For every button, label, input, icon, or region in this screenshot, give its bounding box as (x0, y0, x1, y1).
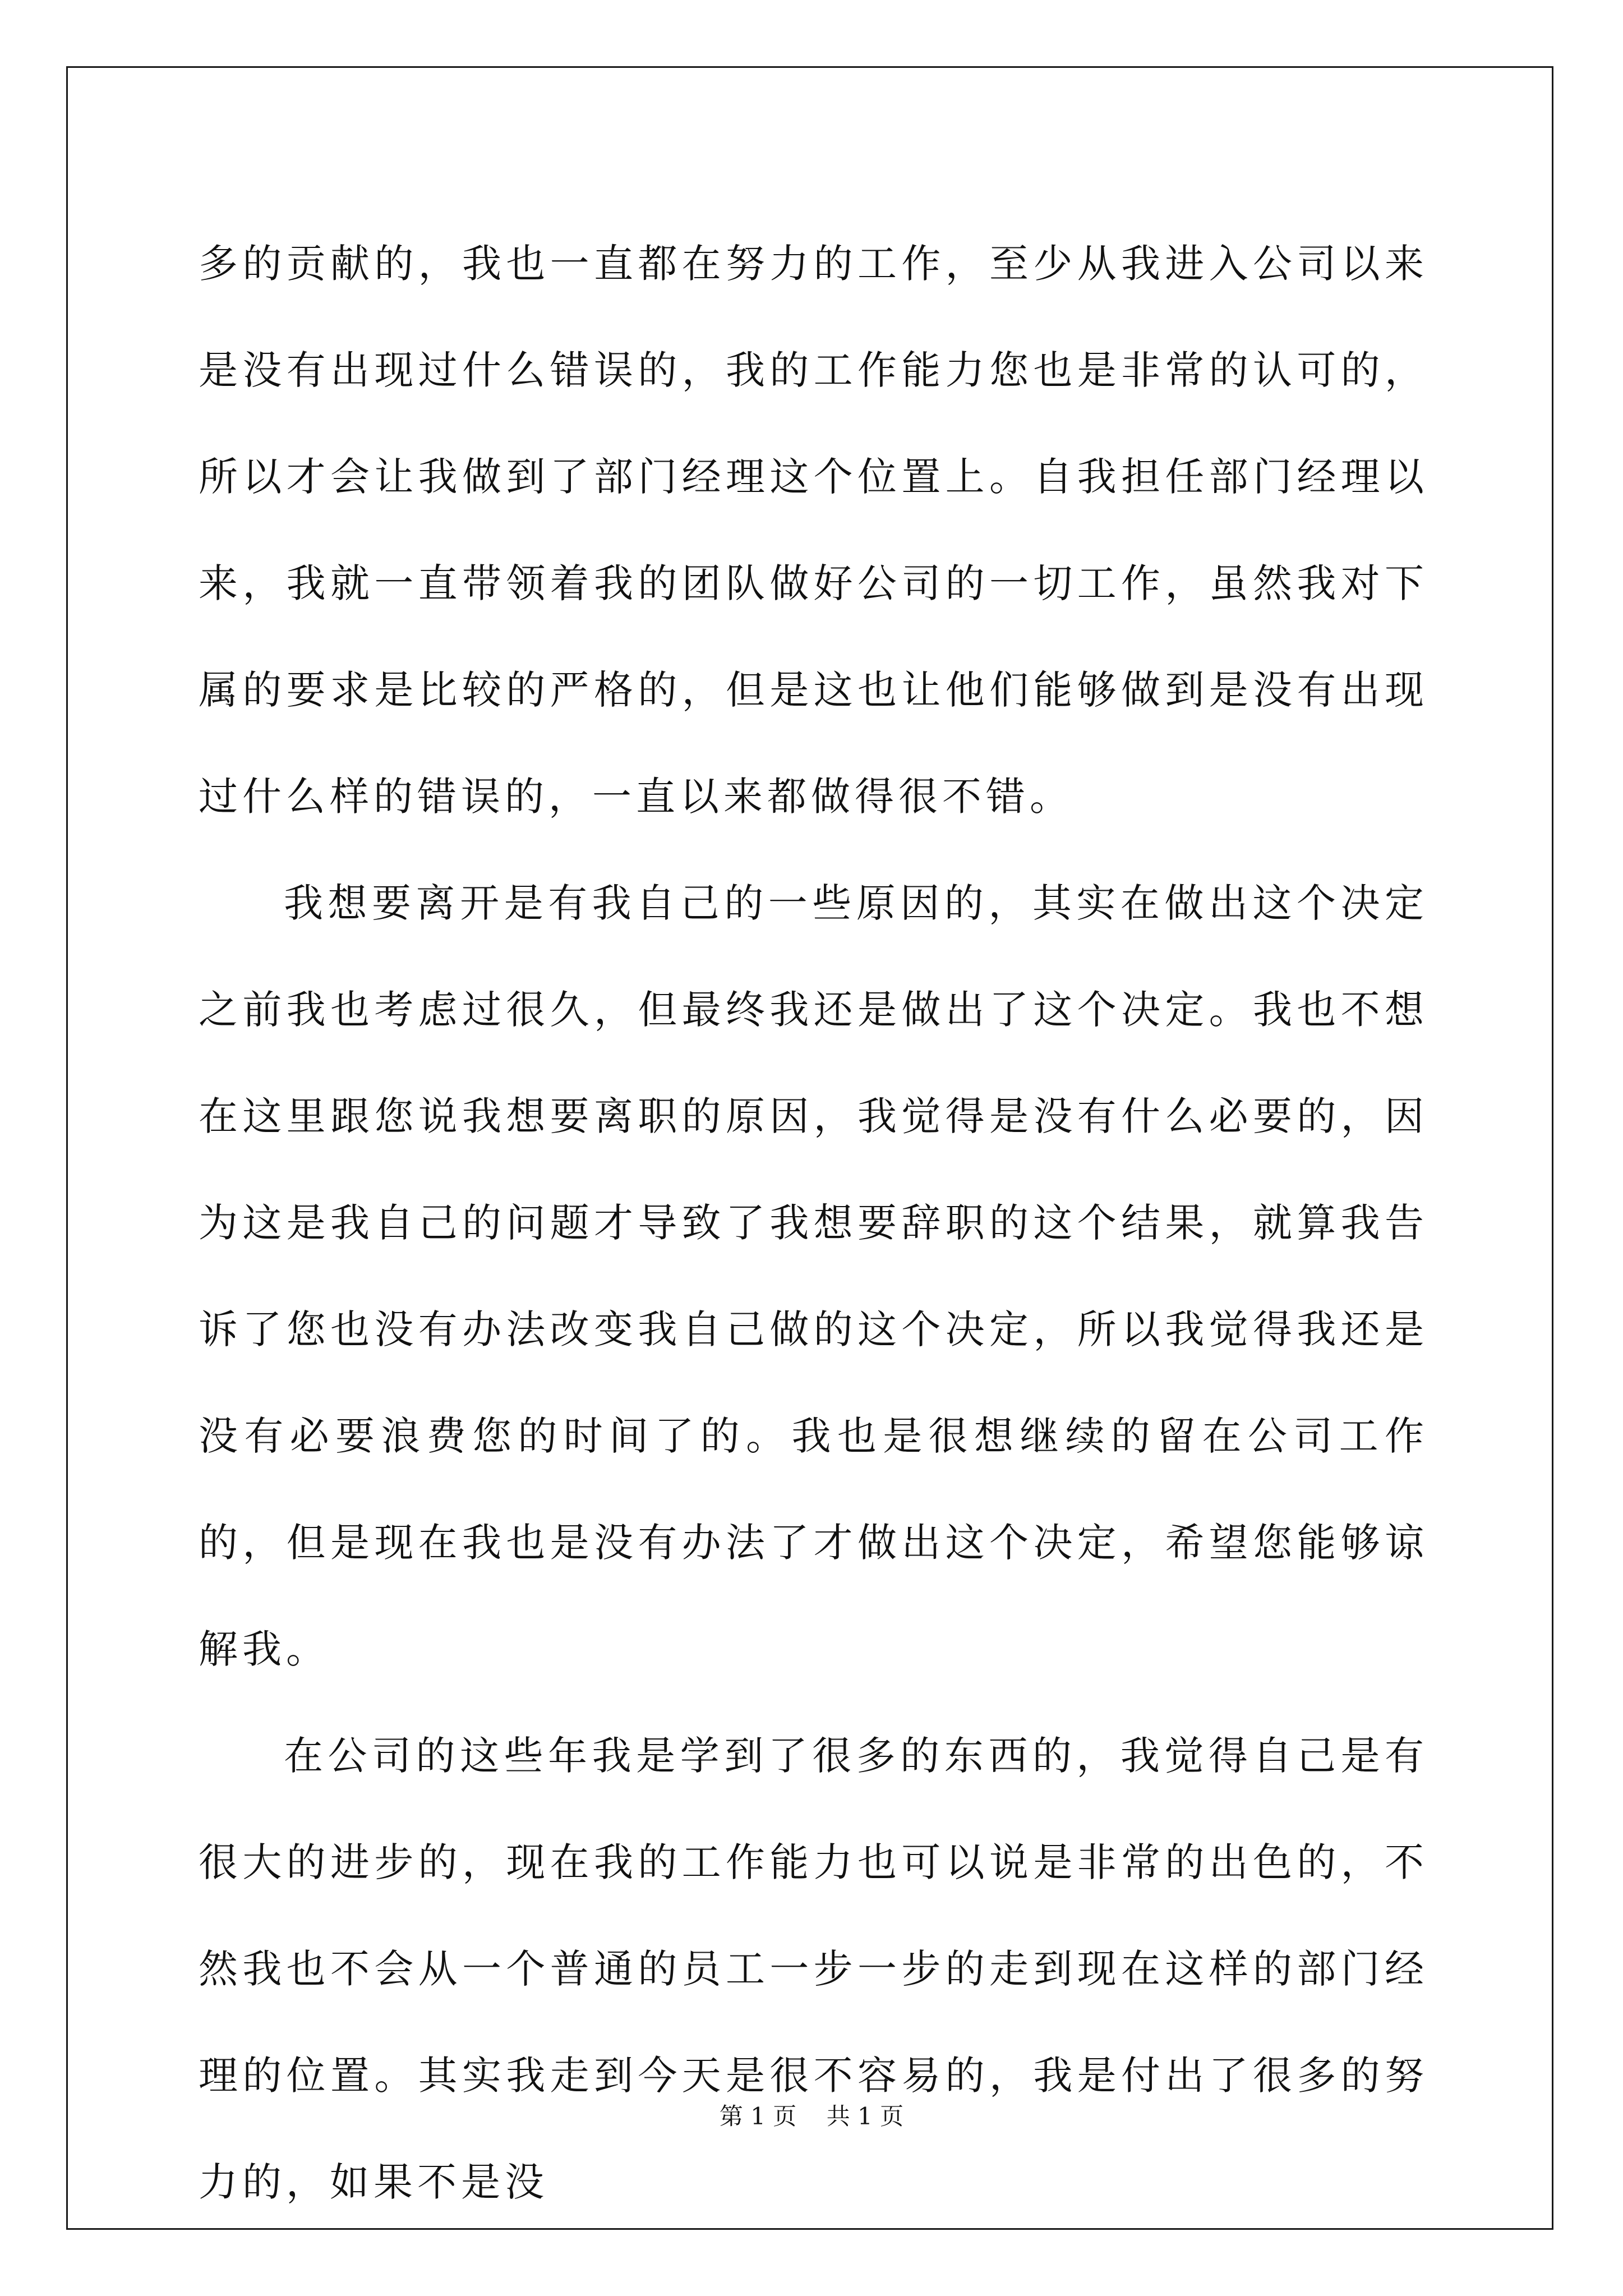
document-body (199, 210, 1428, 2235)
page-footer: 第 1 页 共 1 页 (719, 2102, 904, 2130)
paragraph-2: 我想要离开是有我自己的一些原因的，其实在做出这个决定之前我也考虑过很久，但最终我还是做出了这个决定。我也不想在这里跟您说我想要离职的原因，我觉得是没有什么必要的，因为这是我自己的问题才导致了我想要辞职的这个结果，就算我告诉了您也没有办法改变我自己做的这个决定，所以我觉得我还是没有必要浪费您的时间了的。我也是很想继续的留在公司工作的，但是现在我也是没有办法了才做出这个决定，希望您能够谅解我。 (199, 880, 1428, 1672)
paragraph-1: 多的贡献的，我也一直都在努力的工作，至少从我进入公司以来是没有出现过什么错误的，我的工作能力您也是非常的认可的，所以才会让我做到了部门经理这个位置上。自我担任部门经理以来，我就一直带领着我的团队做好公司的一切工作，虽然我对下属的要求是比较的严格的，但是这也让他们能够做到是没有出现过什么样的错误的，一直以来都做得很不错。 (199, 241, 1428, 820)
paragraph-3: 在公司的这些年我是学到了很多的东西的，我觉得自己是有很大的进步的，现在我的工作能力也可以说是非常的出色的，不然我也不会从一个普通的员工一步一步的走到现在这样的部门经理的位置。其实我走到今天是很不容易的，我是付出了很多的努力的，如果不是没 (199, 1733, 1428, 2205)
